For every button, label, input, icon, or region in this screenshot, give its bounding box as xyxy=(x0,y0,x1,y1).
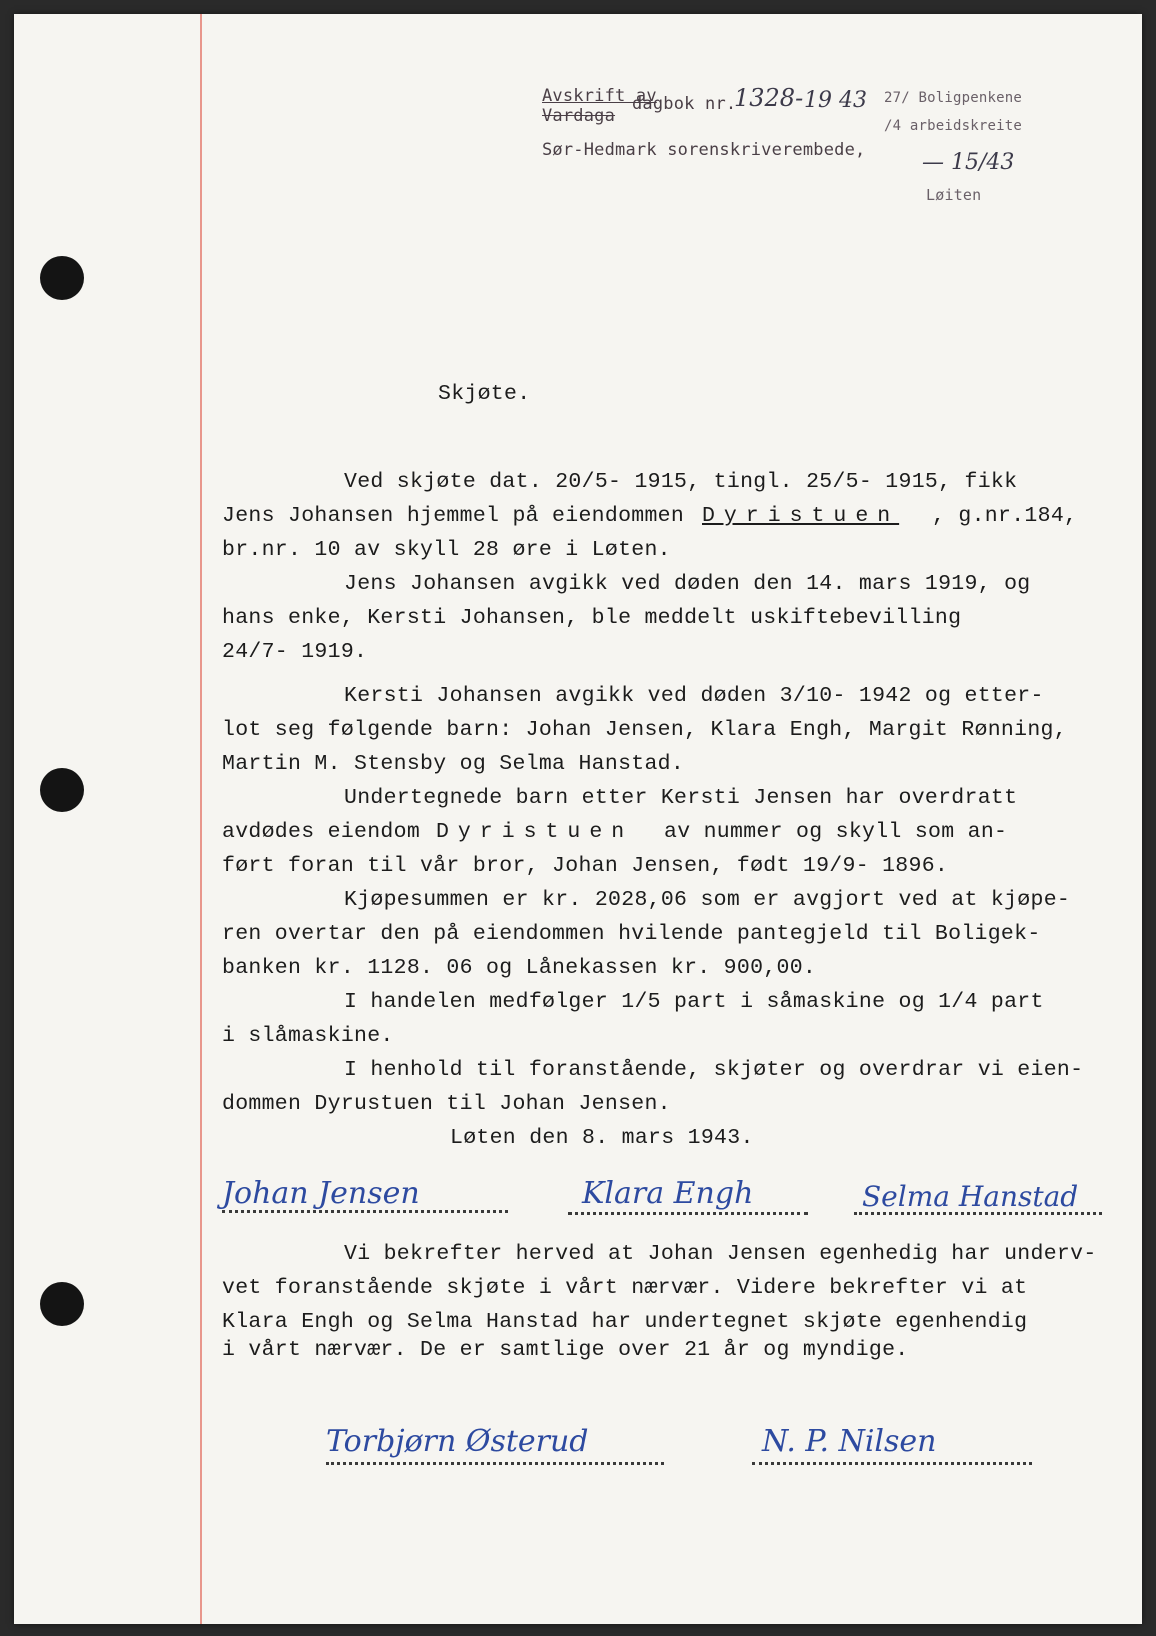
document-title: Skjøte. xyxy=(438,382,531,406)
body-line: Kjøpesummen er kr. 2028,06 som er avgjort ved at kjøpe- xyxy=(344,888,1071,912)
signature-line xyxy=(854,1212,1102,1215)
stamp-avskrift-label: Avskrift av xyxy=(542,86,657,106)
stamp-right-2: /4 arbeidskreite xyxy=(884,118,1023,134)
body-line: dommen Dyrustuen til Johan Jensen. xyxy=(222,1092,671,1116)
signature-line xyxy=(222,1210,508,1213)
punch-hole xyxy=(40,768,84,812)
body-line: 24/7- 1919. xyxy=(222,640,368,664)
dagbok-year: 19 43 xyxy=(804,88,867,113)
signature-seller-2: Klara Engh xyxy=(582,1176,754,1211)
body-line: ført foran til vår bror, Johan Jensen, født 19/9- 1896. xyxy=(222,854,949,878)
signature-line xyxy=(568,1212,808,1215)
body-line: I henhold til foranstående, skjøter og overdrar vi eien- xyxy=(344,1058,1084,1082)
margin-rule xyxy=(200,14,202,1624)
dagbok-label: dagbok nr. xyxy=(632,94,737,114)
office-name: Sør-Hedmark sorenskriverembede, xyxy=(542,140,866,160)
body-line: Martin M. Stensby og Selma Hanstad. xyxy=(222,752,685,776)
body-line: , g.nr.184, xyxy=(932,504,1078,528)
stamp-right-1: 27/ Boligpenkene xyxy=(884,90,1023,106)
confirm-line: vet foranstående skjøte i vårt nærvær. Videre bekrefter vi at xyxy=(222,1276,1028,1300)
body-line: Jens Johansen avgikk ved døden den 14. mars 1919, og xyxy=(344,572,1031,596)
stamp-struck-text: Vardaga xyxy=(542,106,616,126)
stamp-right-3: — 15/43 xyxy=(922,150,1015,175)
body-line: br.nr. 10 av skyll 28 øre i Løten. xyxy=(222,538,671,562)
confirm-line: Vi bekrefter herved at Johan Jensen egenhedig har underv- xyxy=(344,1242,1097,1266)
body-line: Jens Johansen hjemmel på eiendommen xyxy=(222,504,685,528)
stamp-right-4: Løiten xyxy=(926,186,982,204)
body-line: Ved skjøte dat. 20/5- 1915, tingl. 25/5- 1915, fikk xyxy=(344,470,1018,494)
body-line: Undertegnede barn etter Kersti Jensen har overdratt xyxy=(344,786,1018,810)
stamp-dagbok xyxy=(632,94,736,114)
signature-witness-1: Torbjørn Østerud xyxy=(326,1424,589,1459)
body-line: hans enke, Kersti Johansen, ble meddelt uskiftebevilling xyxy=(222,606,962,630)
stamp-struck-word xyxy=(542,106,615,126)
signature-seller-3: Selma Hanstad xyxy=(862,1180,1079,1213)
body-line: lot seg følgende barn: Johan Jensen, Klara Engh, Margit Rønning, xyxy=(222,718,1067,742)
signature-line xyxy=(326,1462,664,1465)
stamp-office xyxy=(542,140,865,160)
signature-line xyxy=(752,1462,1032,1465)
signature-witness-2: N. P. Nilsen xyxy=(762,1424,937,1459)
signature-seller-1: Johan Jensen xyxy=(222,1176,420,1211)
document-page xyxy=(14,14,1142,1624)
confirm-line: i vårt nærvær. De er samtlige over 21 år og myndige. xyxy=(222,1338,909,1362)
body-line: banken kr. 1128. 06 og Lånekassen kr. 900,00. xyxy=(222,956,817,980)
body-line: I handelen medfølger 1/5 part i såmaskine og 1/4 part xyxy=(344,990,1044,1014)
body-line: av nummer og skyll som an- xyxy=(664,820,1008,844)
body-line: ren overtar den på eiendommen hvilende pantegjeld til Boligek- xyxy=(222,922,1041,946)
body-line: i slåmaskine. xyxy=(222,1024,394,1048)
punch-hole xyxy=(40,256,84,300)
confirm-line: Klara Engh og Selma Hanstad har undertegnet skjøte egenhendig xyxy=(222,1310,1028,1334)
property-name: Dyristuen xyxy=(702,504,900,528)
place-date: Løten den 8. mars 1943. xyxy=(450,1126,754,1150)
dagbok-number: 1328- xyxy=(734,84,804,112)
body-line: avdødes eiendom xyxy=(222,820,421,844)
body-line: Kersti Johansen avgikk ved døden 3/10- 1942 og etter- xyxy=(344,684,1044,708)
property-name: Dyristuen xyxy=(436,820,634,844)
punch-hole xyxy=(40,1282,84,1326)
